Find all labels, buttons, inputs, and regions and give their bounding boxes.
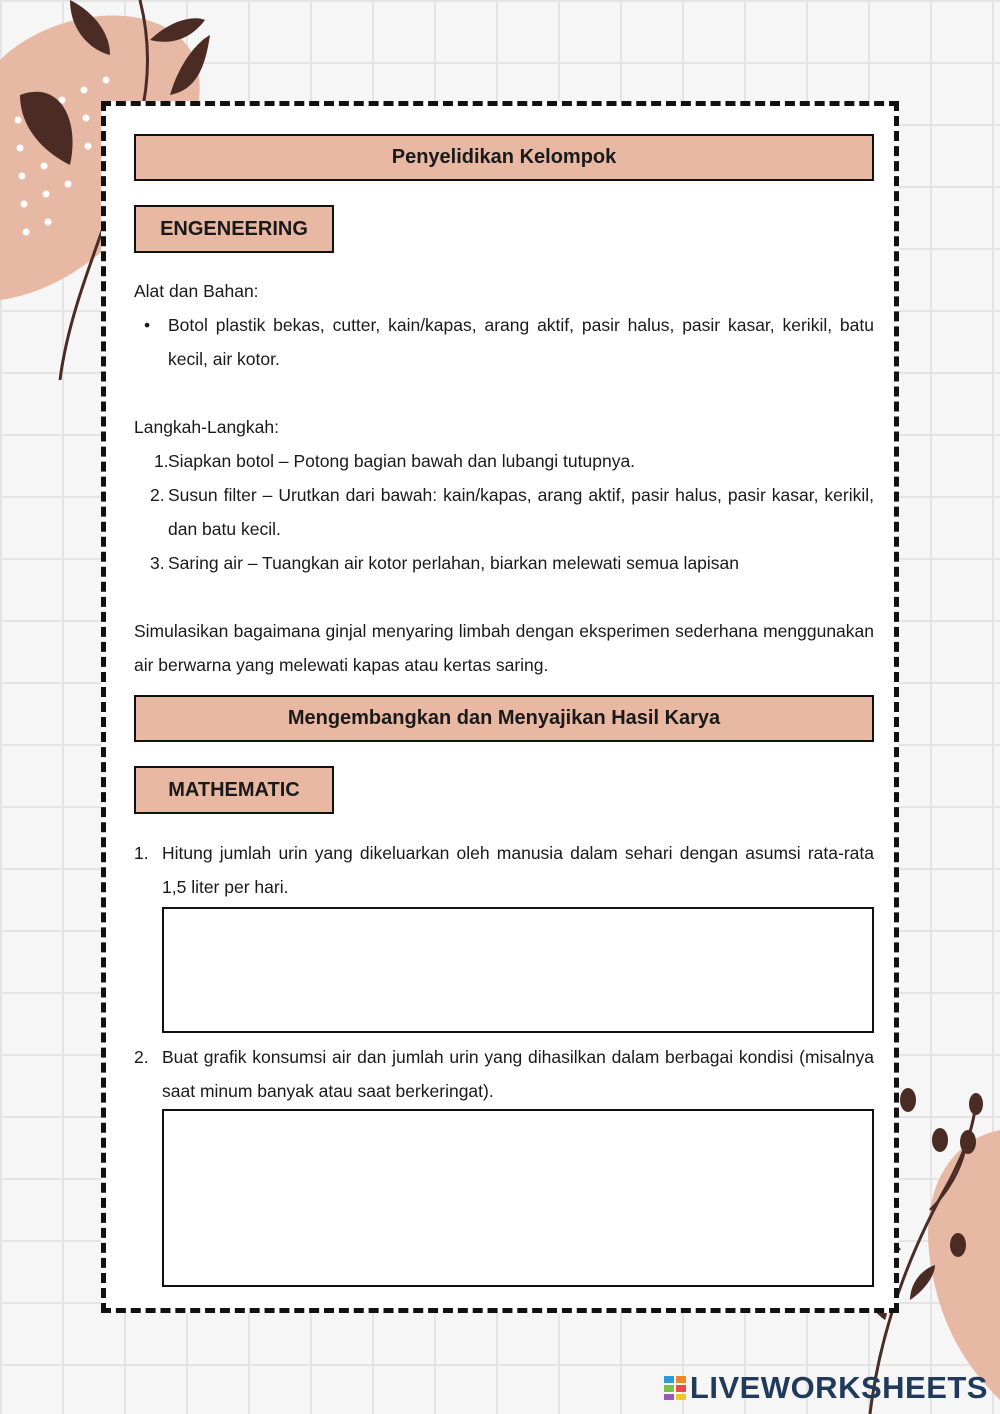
- section-heading-investigation: [134, 134, 874, 181]
- mathematic-tag-text: MATHEMATIC: [168, 778, 300, 801]
- step-number: 3.: [150, 553, 165, 573]
- materials-bullet: •: [144, 315, 151, 335]
- section-heading-text: Penyelidikan Kelompok: [391, 146, 617, 168]
- brand-name: LIVEWORKSHEETS: [689, 1370, 988, 1405]
- section-heading-text: Mengembangkan dan Menyajikan Hasil Karya: [287, 707, 721, 729]
- simulation-paragraph: Simulasikan bagaimana ginjal menyaring limbah dengan eksperimen sederhana menggunakan air berwarna yang melewati kapas atau kertas saring.: [134, 621, 874, 675]
- worksheet-card: [101, 101, 899, 1313]
- question-number: 1.: [134, 843, 149, 863]
- step-text: Susun filter – Urutkan dari bawah: kain/kapas, arang aktif, pasir halus, pasir kasar, kerikil, dan batu kecil.: [168, 485, 874, 539]
- liveworksheets-logo-icon: [664, 1376, 686, 1400]
- liveworksheets-brand: [664, 1370, 988, 1406]
- step-text: Saring air – Tuangkan air kotor perlahan, biarkan melewati semua lapisan: [168, 553, 740, 573]
- question-text: Buat grafik konsumsi air dan jumlah urin yang dihasilkan dalam berbagai kondisi (misalnya saat minum banyak atau saat berkeringat).: [162, 1047, 874, 1101]
- question-text: Hitung jumlah urin yang dikeluarkan oleh manusia dalam sehari dengan asumsi rata-rata 1,5 liter per hari.: [162, 843, 874, 897]
- answer-box-2[interactable]: [162, 1109, 874, 1287]
- engineering-tag: [134, 205, 334, 253]
- step-text: Siapkan botol – Potong bagian bawah dan lubangi tutupnya.: [168, 451, 636, 471]
- steps-label: Langkah-Langkah:: [134, 417, 279, 437]
- step-number: 1.: [154, 451, 169, 471]
- step-number: 2.: [150, 485, 165, 505]
- engineering-tag-text: ENGENEERING: [160, 217, 308, 240]
- section-heading-develop: [134, 695, 874, 742]
- materials-list-item: Botol plastik bekas, cutter, kain/kapas, arang aktif, pasir halus, pasir kasar, kerikil, batu kecil, air kotor.: [168, 315, 874, 369]
- answer-box-1[interactable]: [162, 907, 874, 1033]
- mathematic-tag: [134, 766, 334, 814]
- question-number: 2.: [134, 1047, 149, 1067]
- materials-label: Alat dan Bahan:: [134, 281, 259, 301]
